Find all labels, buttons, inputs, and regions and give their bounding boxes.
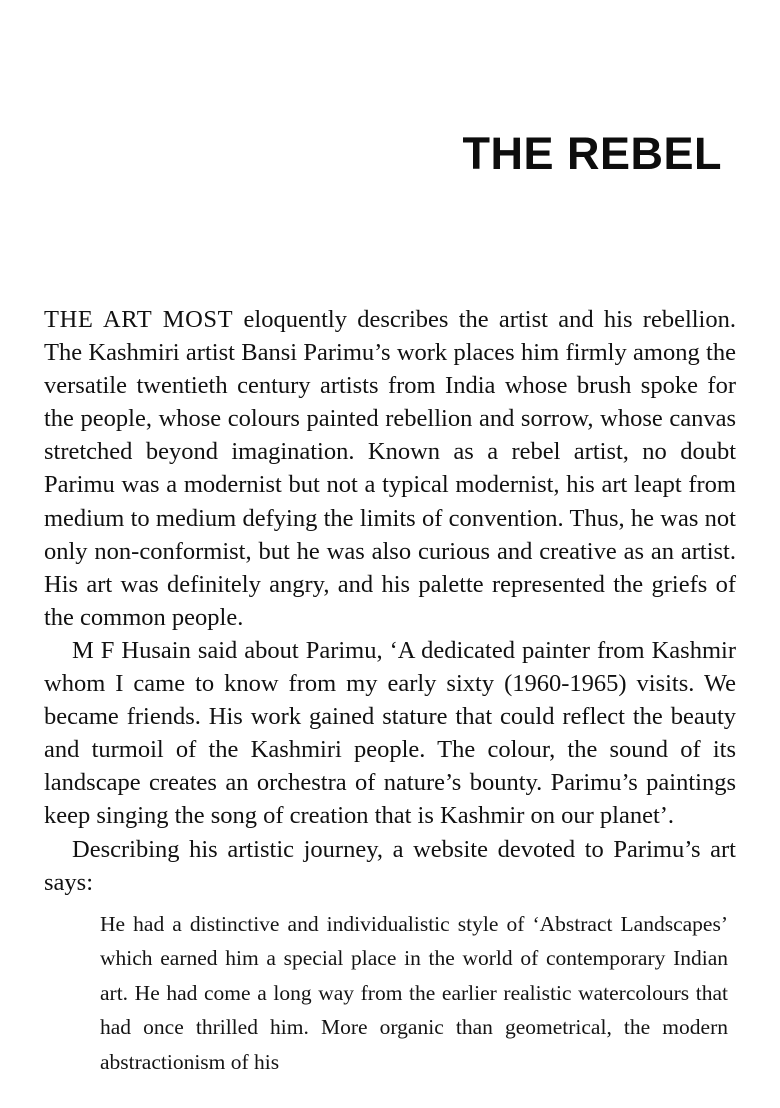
block-quotation-text: He had a distinctive and individualistic style of ‘Abstract Landscapes’ which earned him a special place in the world of contemporary Indian art. He had come a long way from the earlier realistic watercolours that had once thrilled him. More organic than geometrical, the modern abstractionism of his <box>100 911 728 1074</box>
body-text-column <box>44 303 736 1079</box>
paragraph-1 <box>44 303 736 634</box>
paragraph-3: Describing his artistic journey, a website devoted to Parimu’s art says: <box>44 835 736 896</box>
paragraph-1-opening-caps: THE ART MOST <box>44 306 234 333</box>
chapter-title: THE REBEL <box>462 128 722 180</box>
block-quotation <box>100 907 728 1080</box>
paragraph-2: M F Husain said about Parimu, ‘A dedicated painter from Kashmir whom I came to know from my early sixty (1960-1965) visits. We became friends. His work gained stature that could reflect the beauty and turmoil of the Kashmiri people. The colour, the sound of its landscape creates an orchestra of nature’s bounty. Parimu’s paintings keep singing the song of creation that is Kashmir on our planet’. <box>44 636 736 830</box>
paragraph-1-text: eloquently describes the artist and his rebellion. The Kashmiri artist Bansi Parimu’s work places him firmly among the versatile twentieth century artists from India whose brush spoke for the people, whose colours painted rebellion and sorrow, whose canvas stretched beyond imagination. Known as a rebel artist, no doubt Parimu was a modernist but not a typical modernist, his art leapt from medium to medium defying the limits of convention. Thus, he was not only non-conformist, but he was also curious and creative as an artist. His art was definitely angry, and his palette represented the griefs of the common people. <box>44 306 736 631</box>
